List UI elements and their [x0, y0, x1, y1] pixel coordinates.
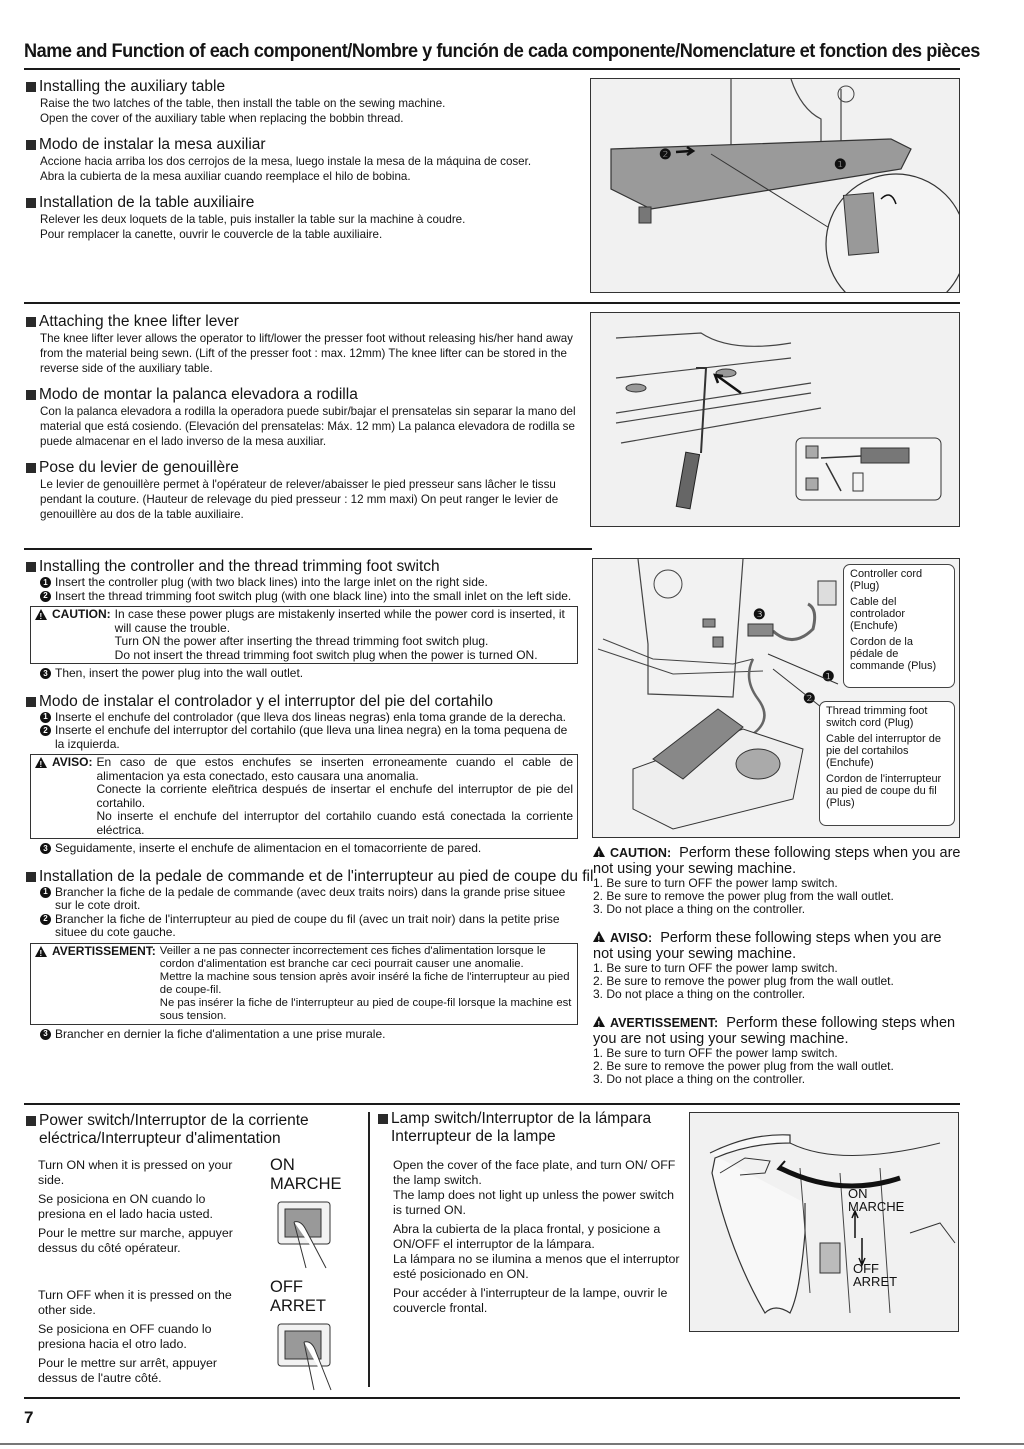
- paragraph: Abra la cubierta de la mesa auxiliar cuando reemplace el hilo de bobina.: [40, 170, 411, 183]
- controller-en: [26, 558, 578, 681]
- step-3: 3 Seguidamente, inserte el enchufe de alimentacion en el tomacorriente de pared.: [40, 842, 578, 856]
- off-label: OFF: [853, 1261, 879, 1276]
- bullet-square-icon: [26, 317, 36, 327]
- page-number: 7: [24, 1408, 34, 1427]
- warning-triangle-icon: [35, 609, 47, 620]
- caution-block-fr: !AVERTISSEMENT: Perform these following steps when you are not using your sewing machine. 1. Be sure to turn OFF the power lamp switch. 2. Be sure to remove the power plug from the wall outlet. 3. Do not place a thing on the controller.: [593, 1015, 963, 1086]
- title-divider: [24, 68, 960, 70]
- paragraph: Accione hacia arriba los dos cerrojos de la mesa, luego instale la mesa de la máquina de coser.: [40, 155, 532, 168]
- marker-3: ❸: [753, 606, 766, 622]
- marche-label: MARCHE: [848, 1199, 905, 1214]
- warning-triangle-icon: [593, 931, 605, 942]
- aux-table-en: [26, 78, 586, 126]
- section-heading: Installing the controller and the thread trimming foot switch: [39, 558, 440, 575]
- section-divider: [24, 548, 592, 550]
- number-3-icon: 3: [40, 668, 51, 679]
- step-2: 2 Inserte el enchufe del interruptor del cortahilo (que lleva una linea negra) en la toma pequena de la izquierda.: [40, 724, 578, 751]
- step-2: 2 Brancher la fiche de l'interrupteur au pied de coupe du fil (avec un trait noir) dans la petite prise situee du cote gauche.: [40, 913, 578, 940]
- bullet-square-icon: [26, 390, 36, 400]
- number-3-icon: 3: [40, 843, 51, 854]
- number-2-icon: 2: [40, 914, 51, 925]
- footer-divider: [24, 1397, 960, 1399]
- caution-block-es: !AVISO: Perform these following steps when you are not using your sewing machine. 1. Be sure to turn OFF the power lamp switch. 2. Be sure to remove the power plug from the wall outlet. 3. Do not place a thing on the controller.: [593, 930, 963, 1001]
- step-2: 2 Insert the thread trimming foot switch plug (with one black line) into the small inlet on the left side.: [40, 590, 578, 604]
- bullet-square-icon: [26, 562, 36, 572]
- power-on-text: Turn ON when it is pressed on your side. Se posiciona en ON cuando lo presiona en el lado hacia usted. Pour le mettre sur marche, appuyer dessus du côté opérateur.: [38, 1158, 233, 1255]
- number-1-icon: 1: [40, 712, 51, 723]
- sewing-machine-table-drawing: [591, 79, 960, 293]
- controller-section: [26, 558, 594, 1041]
- aviso-box: ! AVISO: En caso de que estos enchufes se inserten erroneamente cuando el cable de alimentacion ya esta conectado, esto causara una anomalia. Conecte la corriente eleñtrica después de insertar el enchufe del interruptor de pie del cortahilo. No inserte el enchufe del interruptor del cortahilo cuando está conectada la corriente eléctrica.: [30, 754, 578, 839]
- step-3: 3 Brancher en dernier la fiche d'alimentation a une prise murale.: [40, 1028, 578, 1042]
- column-divider: [368, 1112, 370, 1387]
- section-heading: Interrupteur de la lampe: [391, 1128, 556, 1145]
- aux-table-fr: [26, 194, 586, 242]
- knee-lifter-section: [26, 313, 576, 532]
- aux-table-es: [26, 136, 586, 184]
- knee-lifter-illustration: [590, 312, 960, 527]
- power-switch-on-icon[interactable]: [276, 1200, 336, 1270]
- section-divider: [24, 1103, 960, 1105]
- step-1: 1 Insert the controller plug (with two black lines) into the large inlet on the right side.: [40, 576, 578, 590]
- bullet-square-icon: [26, 463, 36, 473]
- warning-triangle-icon: [35, 946, 47, 957]
- scan-bottom-edge: [0, 1443, 1024, 1445]
- number-1-icon: 1: [40, 577, 51, 588]
- paragraph: Le levier de genouillère permet à l'opérateur de relever/abaisser le pied presseur sans lâcher le tissu pendant la couture. (Hauteur de relevage du pied presseur : 12 mm maxi) On peut ranger le levier de genouillère au dos de la table auxiliaire.: [40, 478, 559, 521]
- marker-2: ❷: [659, 146, 672, 162]
- step-1: 1 Inserte el enchufe del controlador (que lleva dos lineas negras) enla toma grande de la derecha.: [40, 711, 578, 725]
- trim-cord-legend: Thread trimming foot switch cord (Plug) Cable del interruptor de pie del cortahilos (Enchufe) Cordon de l'interrupteur au pied de coupe du fil (Plus): [819, 701, 955, 826]
- aux-table-illustration: [590, 78, 960, 293]
- lamp-switch-illustration: [689, 1112, 959, 1332]
- avertissement-box: ! AVERTISSEMENT: Veiller a ne pas connecter incorrectement ces fiches d'alimentation lorsque le cordon d'alimentation est branche car ceci pourrait causer une anomalie. Mettre la machine sous tension après avoir inséré la fiche de l'interrupteur au pied de coupe-fil. Ne pas insérer la fiche de l'interrupteur au pied de coupe-fil lorsque la machine est sous tension.: [30, 943, 578, 1025]
- aux-table-section: [26, 78, 586, 252]
- paragraph: Raise the two latches of the table, then install the table on the sewing machine.: [40, 97, 446, 110]
- paragraph: Pour remplacer la canette, ouvrir le couvercle de la table auxiliaire.: [40, 228, 383, 241]
- bullet-square-icon: [26, 198, 36, 208]
- controller-fr: [26, 867, 594, 1042]
- paragraph: Relever les deux loquets de la table, puis installer la table sur la machine à coudre.: [40, 213, 466, 226]
- knee-lifter-drawing: [591, 313, 960, 527]
- power-switch-off-icon[interactable]: [276, 1322, 336, 1392]
- face-plate-drawing: [690, 1113, 959, 1332]
- page-title: Name and Function of each component/Nombre y función de cada componente/Nomenclature et fonction des pièces: [24, 40, 980, 62]
- number-2-icon: 2: [40, 591, 51, 602]
- section-heading: Modo de instalar el controlador y el interruptor del pie del cortahilo: [39, 692, 494, 710]
- caution-box: ! CAUTION: In case these power plugs are mistakenly inserted while the power cord is inserted, it will cause the trouble. Turn ON the power after inserting the thread trimming foot switch plug. Do not insert the thread trimming foot switch plug when the power is turned ON.: [30, 606, 578, 664]
- bullet-square-icon: [26, 1116, 36, 1126]
- not-in-use-cautions: [593, 845, 963, 1086]
- power-switch-section: [26, 1112, 366, 1148]
- number-3-icon: 3: [40, 1029, 51, 1040]
- section-heading: Installation de la pedale de commande et de l'interrupteur au pied de coupe du fil: [39, 867, 594, 885]
- bullet-square-icon: [26, 697, 36, 707]
- section-heading: Attaching the knee lifter lever: [39, 313, 239, 330]
- arret-label: ARRET: [853, 1274, 898, 1289]
- bullet-square-icon: [378, 1114, 388, 1124]
- lamp-switch-section: Lamp switch/Interruptor de la lámpara Interrupteur de la lampe Open the cover of the face plate, and turn ON/ OFF the lamp switch. The lamp does not light up unless the power switch is turned ON. Abra la cubierta de la placa frontal, y posicione a ON/OFF el interruptor de la lámpara. La lámpara no se ilumina a menos que el interruptor esté posicionado en ON. Pour accéder à l'interrupteur de la lampe, ouvrir le couvercle frontal.: [378, 1110, 683, 1320]
- marker-1: ❶: [834, 156, 847, 172]
- section-heading: Modo de instalar la mesa auxiliar: [39, 136, 266, 153]
- section-heading: Installing the auxiliary table: [39, 78, 226, 95]
- controller-es: [26, 693, 578, 856]
- section-heading: Pose du levier de genouillère: [39, 459, 239, 476]
- warning-triangle-icon: [35, 757, 47, 768]
- step-1: 1 Brancher la fiche de la pedale de commande (avec deux traits noirs) dans la grande prise situee sur le cote droit.: [40, 886, 578, 913]
- off-label: OFF ARRET: [270, 1278, 326, 1315]
- number-2-icon: 2: [40, 725, 51, 736]
- step-3: 3 Then, insert the power plug into the wall outlet.: [40, 667, 578, 681]
- number-1-icon: 1: [40, 887, 51, 898]
- on-label: ON: [848, 1186, 868, 1201]
- knee-lifter-en: [26, 313, 576, 376]
- paragraph: The knee lifter lever allows the operator to lift/lower the presser foot without releasing his/her hand away from the material being sewn. (Lift of the presser foot : max. 12mm) The knee lifter can be stored in the reverse side of the auxiliary table.: [40, 332, 573, 375]
- bullet-square-icon: [26, 872, 36, 882]
- on-label: ON MARCHE: [270, 1156, 342, 1193]
- section-heading: Power switch/Interruptor de la corriente: [39, 1112, 309, 1129]
- knee-lifter-fr: [26, 459, 576, 522]
- controller-cord-legend: Controller cord (Plug) Cable del controlador (Enchufe) Cordon de la pédale de commande (Plus): [843, 564, 955, 688]
- controller-illustration: [592, 558, 960, 838]
- warning-triangle-icon: [593, 846, 605, 857]
- marker-2: ❷: [803, 690, 816, 706]
- caution-block-en: !CAUTION: Perform these following steps when you are not using your sewing machine. 1. Be sure to turn OFF the power lamp switch. 2. Be sure to remove the power plug from the wall outlet. 3. Do not place a thing on the controller.: [593, 845, 963, 916]
- section-divider: [24, 302, 960, 304]
- knee-lifter-es: [26, 386, 576, 449]
- warning-triangle-icon: [593, 1016, 605, 1027]
- bullet-square-icon: [26, 140, 36, 150]
- section-heading: Lamp switch/Interruptor de la lámpara: [391, 1110, 652, 1127]
- paragraph: Open the cover of the auxiliary table when replacing the bobbin thread.: [40, 112, 404, 125]
- section-heading: Installation de la table auxiliaire: [39, 194, 255, 211]
- paragraph: Con la palanca elevadora a rodilla la operadora puede subir/bajar el prensatelas sin separar la mano del material que está cosiendo. (Elevación del prensatelas: Máx. 12 mm) La palanca elevadora de rodilla se puede almacenar en el lado inverso de la mesa auxiliar.: [40, 405, 576, 448]
- section-heading: Modo de montar la palanca elevadora a rodilla: [39, 386, 358, 403]
- power-off-text: Turn OFF when it is pressed on the other side. Se posiciona en OFF cuando lo presiona hacia el otro lado. Pour le mettre sur arrêt, appuyer dessus de l'autre côté.: [38, 1288, 232, 1385]
- section-heading: eléctrica/Interrupteur d'alimentation: [39, 1130, 281, 1147]
- bullet-square-icon: [26, 82, 36, 92]
- marker-1: ❶: [822, 668, 835, 684]
